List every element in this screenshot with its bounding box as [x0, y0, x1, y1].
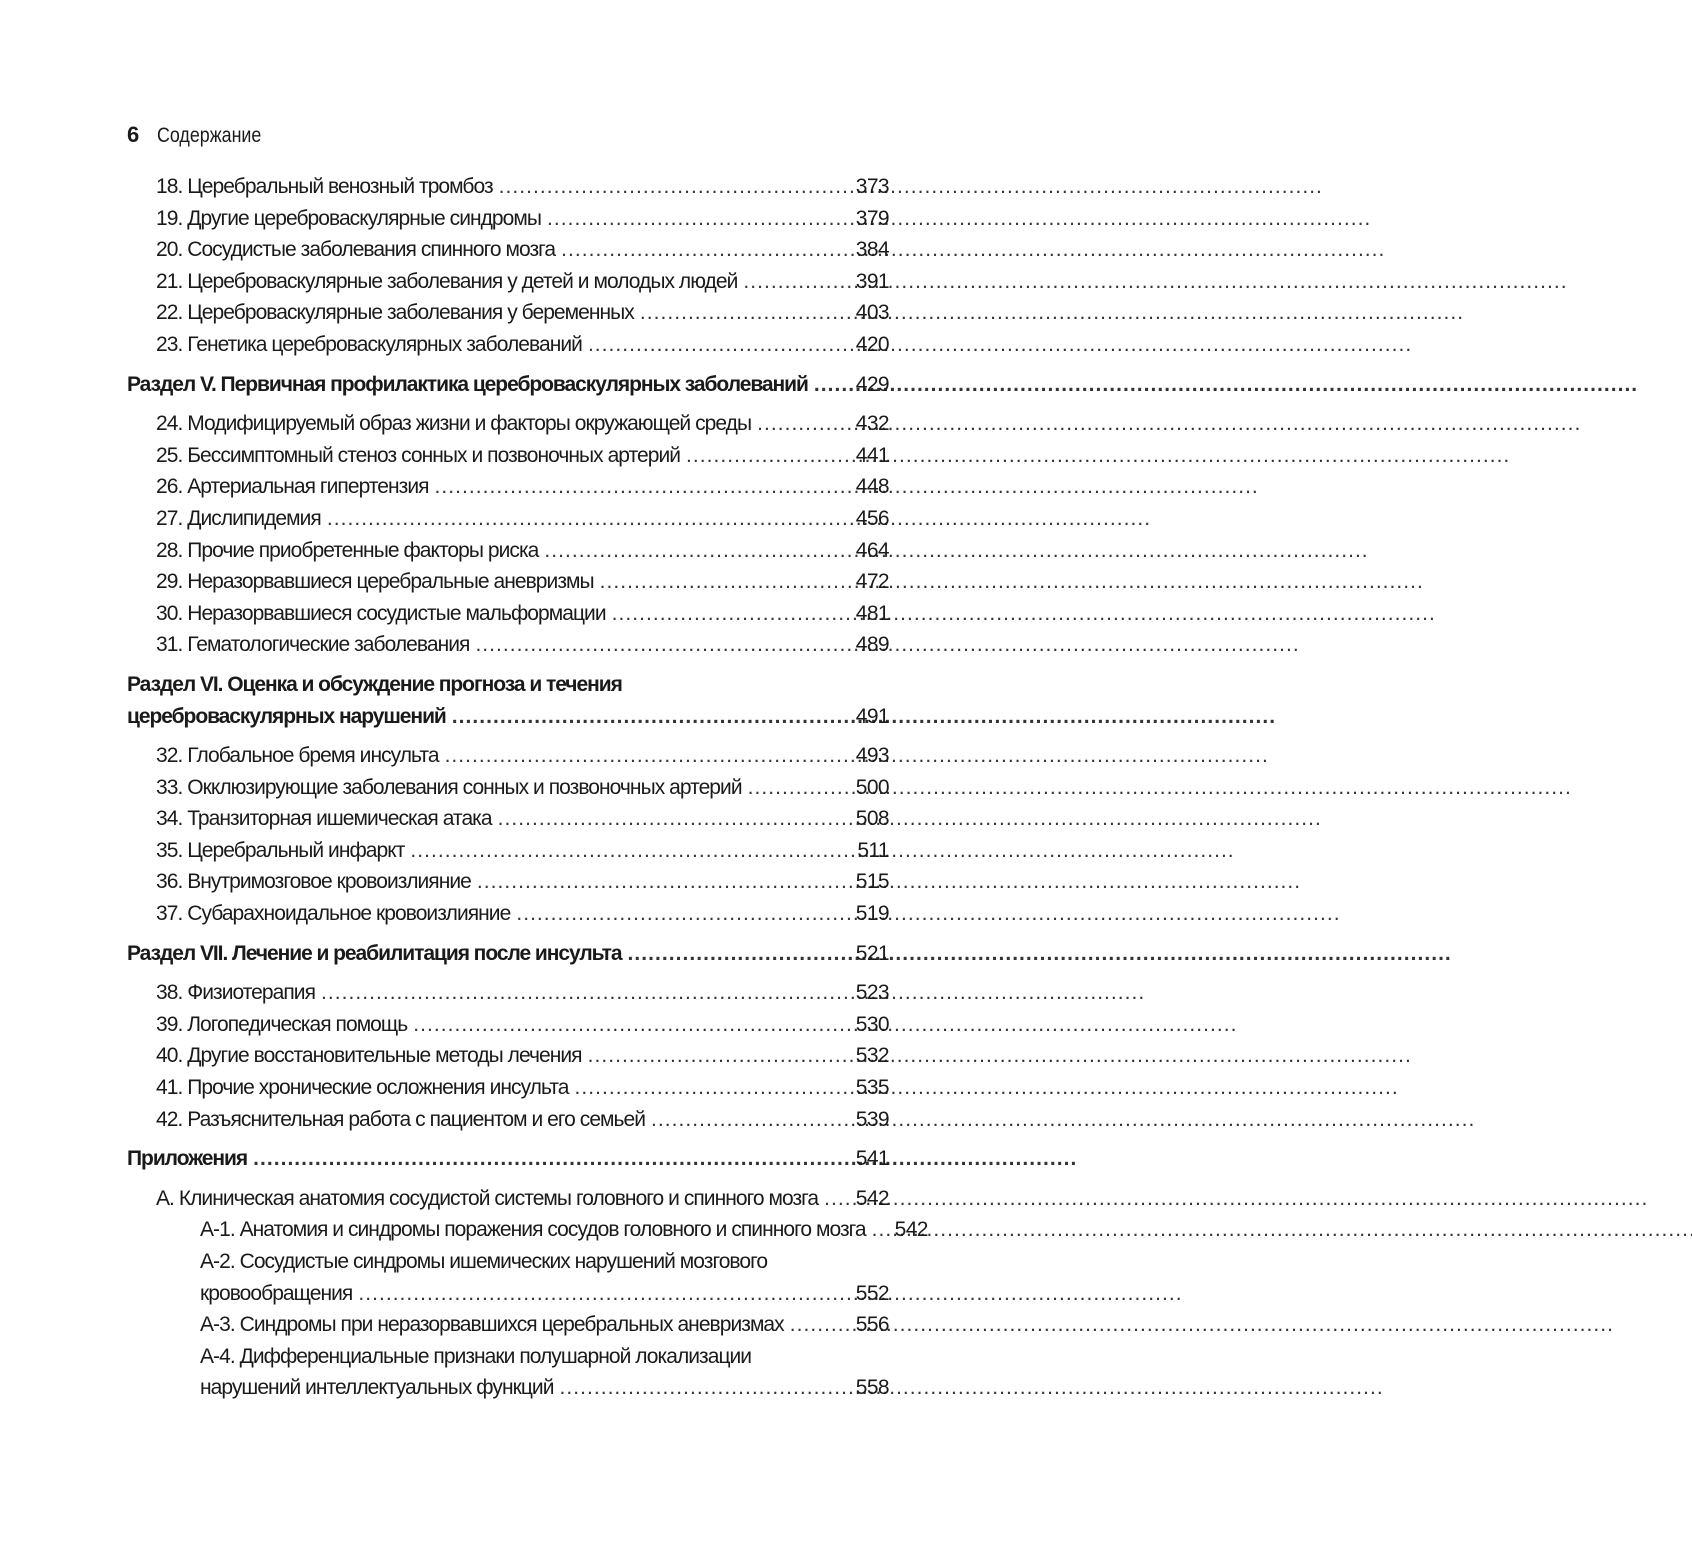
page-ref: 530: [855, 1012, 889, 1036]
toc-section-7[interactable]: Раздел VII. Лечение и реабилитация после инсульта . . . 521: [127, 938, 889, 970]
page-ref: 420: [855, 332, 889, 356]
dot-leader: [582, 329, 856, 361]
toc-section-5[interactable]: Раздел V. Первичная профилактика цереброваскулярных заболеваний . . . 429: [127, 369, 889, 401]
toc-appendix-a2-line1[interactable]: А-2. Сосудистые синдромы ишемических нарушений мозгового: [200, 1250, 768, 1273]
toc-section-6-line1[interactable]: Раздел VI. Оценка и обсуждение прогноза и течения: [127, 672, 622, 696]
page-ref: 391: [855, 269, 889, 293]
toc-entry-34[interactable]: 34. Транзиторная ишемическая атака . . . 508: [127, 803, 889, 835]
page-ref: 511: [857, 838, 889, 862]
dot-leader: [582, 1040, 856, 1072]
toc-appendix-a[interactable]: А. Клиническая анатомия сосудистой системы головного и спинного мозга . . . 542: [127, 1183, 889, 1215]
toc-entry-38[interactable]: 38. Физиотерапия . . . 523: [127, 977, 889, 1009]
dot-leader: [555, 234, 856, 266]
toc-entry-40[interactable]: 40. Другие восстановительные методы лечения . . . 532: [127, 1040, 889, 1072]
dot-leader: [751, 408, 856, 440]
dot-leader: [634, 297, 856, 329]
toc-entry-33[interactable]: 33. Окклюзирующие заболевания сонных и позвоночных артерий . . . 500: [127, 772, 889, 804]
toc-appendix-a1[interactable]: А-1. Анатомия и синдромы поражения сосудов головного и спинного мозга . . . 542: [127, 1214, 889, 1246]
dot-leader: [407, 1009, 856, 1041]
dot-leader: [404, 835, 857, 867]
toc-appendix-a2[interactable]: кровообращения . . . 552: [127, 1278, 889, 1310]
page-ref: 508: [855, 807, 889, 831]
page-ref: 542: [855, 1186, 889, 1210]
toc-entry-36[interactable]: 36. Внутримозговое кровоизлияние . . . 515: [127, 866, 889, 898]
toc-appendix-a4-line1[interactable]: А-4. Дифференциальные признаки полушарной локализации: [200, 1344, 752, 1368]
toc-entry-23[interactable]: 23. Генетика цереброваскулярных заболеваний . . . 420: [127, 329, 889, 361]
toc-entry-24[interactable]: 24. Модифицируемый образ жизни и факторы окружающей среды . . . 432: [127, 408, 889, 440]
dot-leader: [680, 440, 856, 472]
page-ref: 373: [855, 175, 889, 198]
dot-leader: [622, 938, 856, 970]
toc-entry-32[interactable]: 32. Глобальное бремя инсульта . . . 493: [127, 740, 889, 772]
page-ref: 539: [855, 1107, 889, 1131]
table-of-contents: [127, 171, 928, 1404]
page-ref: 481: [855, 601, 889, 625]
toc-entry-27[interactable]: 27. Дислипидемия . . . 456: [127, 503, 889, 535]
page-ref: 472: [855, 570, 889, 594]
dot-leader: [315, 977, 856, 1009]
dot-leader: [321, 503, 856, 535]
toc-entry-28[interactable]: 28. Прочие приобретенные факторы риска . . . 464: [127, 535, 889, 567]
toc-entry-25[interactable]: 25. Бессимптомный стеноз сонных и позвоночных артерий . . . 441: [127, 440, 889, 472]
toc-appendices[interactable]: Приложения . . . 541: [127, 1143, 889, 1175]
toc-entry-31[interactable]: 31. Гематологические заболевания . . . 489: [127, 629, 889, 661]
page-ref: 384: [855, 238, 889, 262]
dot-leader: [818, 1183, 856, 1215]
page-ref: 552: [855, 1281, 889, 1305]
dot-leader: [352, 1278, 855, 1310]
page-ref: 379: [855, 206, 889, 230]
dot-leader: [446, 701, 856, 733]
toc-entry-29[interactable]: 29. Неразорвавшиеся церебральные аневризмы . . . 472: [127, 566, 889, 598]
page-ref: 448: [855, 475, 889, 499]
dot-leader: [247, 1143, 856, 1175]
dot-leader: [569, 1072, 856, 1104]
toc-entry-19[interactable]: 19. Другие цереброваскулярные синдромы . . . 379: [127, 203, 889, 235]
dot-leader: [429, 471, 856, 503]
toc-entry-30[interactable]: 30. Неразорвавшиеся сосудистые мальформации . . . 481: [127, 598, 889, 630]
dot-leader: [439, 740, 856, 772]
page-number: 6: [127, 122, 140, 147]
toc-entry-39[interactable]: 39. Логопедическая помощь . . . 530: [127, 1009, 889, 1041]
dot-leader: [492, 803, 856, 835]
page-ref: 521: [855, 941, 889, 965]
page-ref: 441: [855, 443, 889, 467]
toc-entry-22[interactable]: 22. Цереброваскулярные заболевания у беременных . . . 403: [127, 297, 889, 329]
page-ref: 429: [855, 372, 889, 396]
page-ref: 541: [855, 1147, 889, 1171]
dot-leader: [538, 535, 855, 567]
toc-section-6[interactable]: цереброваскулярных нарушений . . . 491: [127, 701, 889, 733]
page-ref: 456: [855, 506, 889, 530]
toc-entry-26[interactable]: 26. Артериальная гипертензия . . . 448: [127, 471, 889, 503]
toc-appendix-a4[interactable]: нарушений интеллектуальных функций . . . 558: [127, 1372, 889, 1404]
dot-leader: [510, 898, 855, 930]
page-ref: 489: [855, 633, 889, 657]
dot-leader: [737, 266, 855, 298]
dot-leader: [469, 629, 855, 661]
dot-leader: [866, 1214, 895, 1246]
page-ref: 432: [855, 412, 889, 436]
dot-leader: [784, 1309, 856, 1341]
dot-leader: [742, 772, 856, 804]
page-ref: 515: [855, 870, 889, 894]
page-ref: 464: [855, 538, 889, 562]
page-ref: 493: [855, 744, 889, 768]
dot-leader: [808, 369, 856, 401]
dot-leader: [606, 598, 856, 630]
dot-leader: [553, 1372, 855, 1404]
toc-entry-20[interactable]: 20. Сосудистые заболевания спинного мозга . . . 384: [127, 234, 889, 266]
page-ref: 535: [855, 1076, 889, 1100]
dot-leader: [541, 203, 856, 235]
dot-leader: [471, 866, 856, 898]
toc-entry-21[interactable]: 21. Цереброваскулярные заболевания у детей и молодых людей . . . 391: [127, 266, 889, 298]
dot-leader: [645, 1104, 856, 1136]
page-ref: 532: [855, 1044, 889, 1068]
toc-entry-37[interactable]: 37. Субарахноидальное кровоизлияние . . . 519: [127, 898, 889, 930]
toc-entry-35[interactable]: 35. Церебральный инфаркт . . . 511: [127, 835, 889, 867]
toc-appendix-a3[interactable]: А-3. Синдромы при неразорвавшихся церебральных аневризмах . . . 556: [127, 1309, 889, 1341]
toc-entry-18[interactable]: 18. Церебральный венозный тромбоз . . . 373: [127, 171, 889, 203]
page-ref: 491: [855, 704, 889, 728]
running-title: Содержание: [157, 124, 262, 147]
running-head: [127, 122, 280, 152]
page-ref: 556: [855, 1313, 889, 1337]
toc-entry-41[interactable]: 41. Прочие хронические осложнения инсульта . . . 535: [127, 1072, 889, 1104]
page-ref: 558: [855, 1376, 889, 1400]
toc-entry-42[interactable]: 42. Разъяснительная работа с пациентом и его семьей . . . 539: [127, 1104, 889, 1136]
page-ref: 403: [855, 301, 889, 325]
dot-leader: [594, 566, 856, 598]
dot-leader: [493, 171, 856, 203]
page-ref: 523: [855, 981, 889, 1005]
page-ref: 500: [855, 775, 889, 799]
page-ref: 519: [855, 902, 889, 926]
page-ref: 542: [894, 1218, 928, 1242]
